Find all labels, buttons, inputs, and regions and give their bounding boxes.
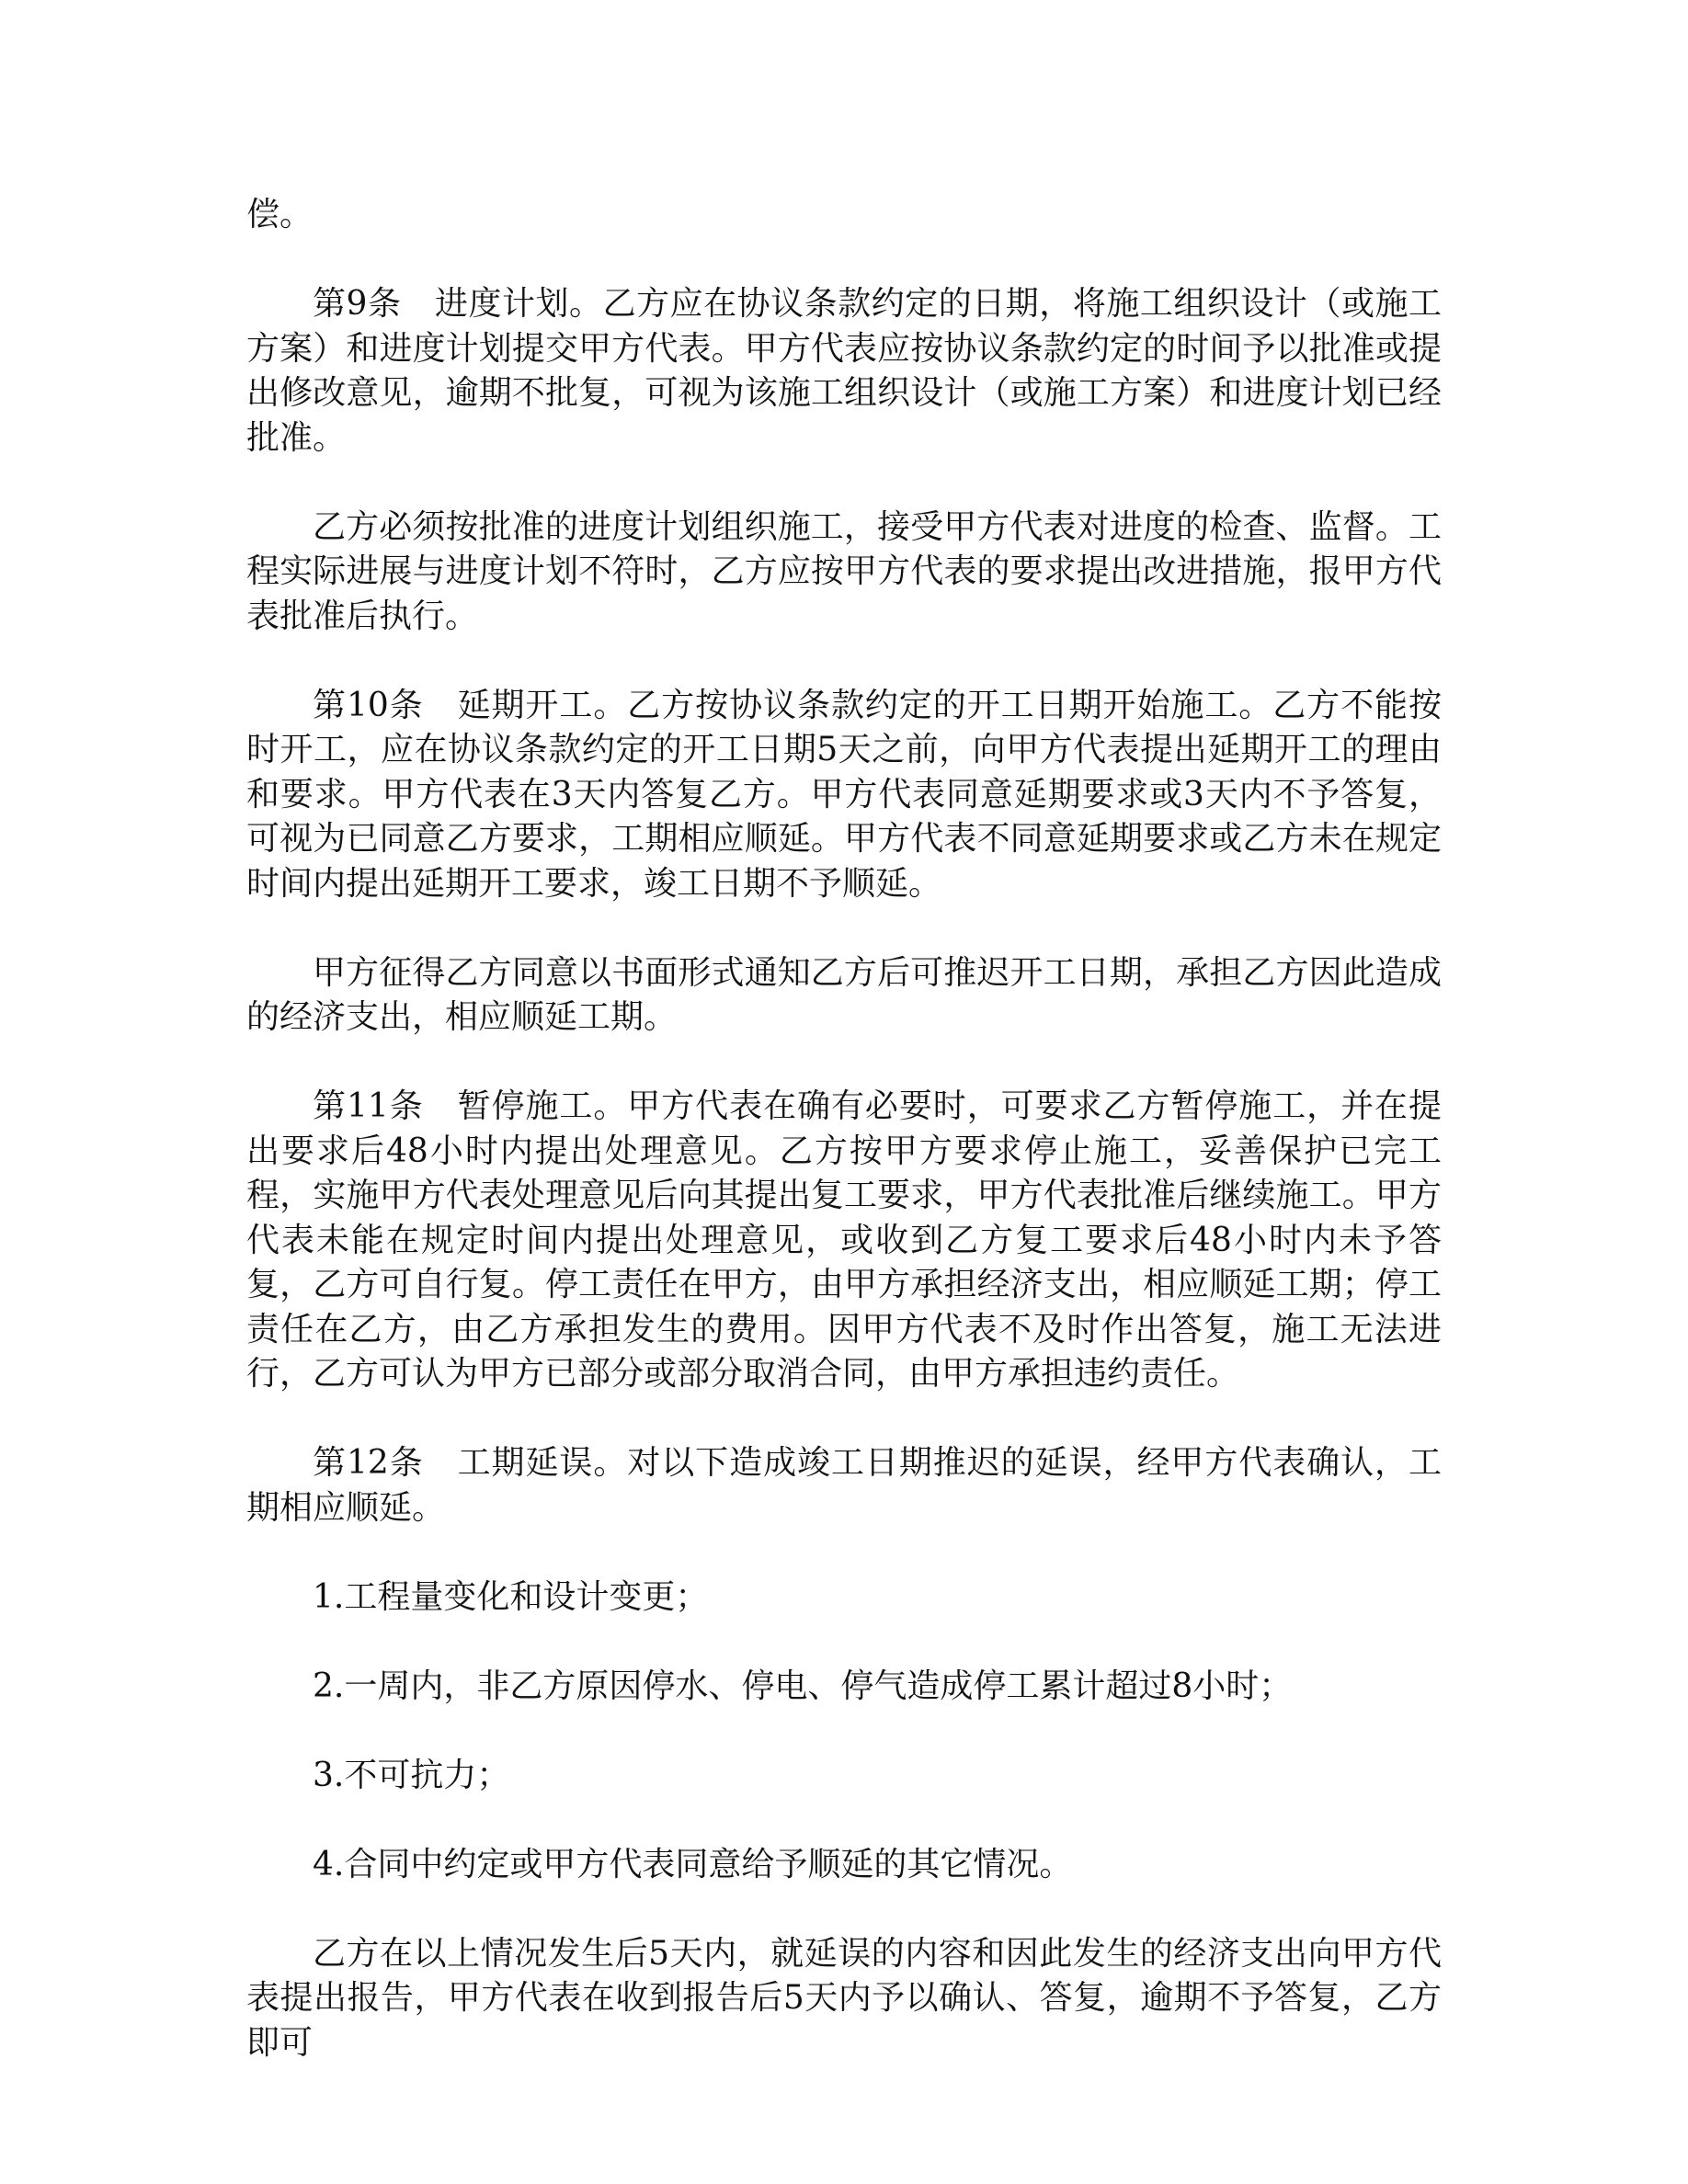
list-item-2: 2.一周内，非乙方原因停水、停电、停气造成停工累计超过8小时； bbox=[313, 1666, 1293, 1705]
list-item-3: 3.不可抗力； bbox=[313, 1756, 510, 1794]
paragraph-postpone-start: 甲方征得乙方同意以书面形式通知乙方后可推迟开工日期，承担乙方因此造成的经济支出，相应顺延工期。 bbox=[246, 953, 1442, 1036]
paragraph-article-10: 第10条 延期开工。乙方按协议条款约定的开工日期开始施工。乙方不能按时开工，应在协议条款约定的开工日期5天之前，向甲方代表提出延期开工的理由和要求。甲方代表在3天内答复乙方。甲方代表同意延期要求或3天内不予答复，可视为已同意乙方要求，工期相应顺延。甲方代表不同意延期要求或乙方未在规定时间内提出延期开工要求，竣工日期不予顺延。 bbox=[246, 686, 1442, 903]
paragraph-article-11: 第11条 暂停施工。甲方代表在确有必要时，可要求乙方暂停施工，并在提出要求后48小时内提出处理意见。乙方按甲方要求停止施工，妥善保护已完工程，实施甲方代表处理意见后向其提出复工要求，甲方代表批准后继续施工。甲方代表未能在规定时间内提出处理意见，或收到乙方复工要求后48小时内未予答复，乙方可自行复。停工责任在甲方，由甲方承担经济支出，相应顺延工期；停工责任在乙方，由乙方承担发生的费用。因甲方代表不及时作出答复，施工无法进行，乙方可认为甲方已部分或部分取消合同，由甲方承担违约责任。 bbox=[246, 1087, 1442, 1393]
list-item-4: 4.合同中约定或甲方代表同意给予顺延的其它情况。 bbox=[313, 1845, 1073, 1883]
paragraph-article-12: 第12条 工期延误。对以下造成竣工日期推迟的延误，经甲方代表确认，工期相应顺延。 bbox=[246, 1444, 1442, 1527]
paragraph-schedule-compliance: 乙方必须按批准的进度计划组织施工，接受甲方代表对进度的检查、监督。工程实际进展与进度计划不符时，乙方应按甲方代表的要求提出改进措施，报甲方代表批准后执行。 bbox=[246, 507, 1442, 635]
paragraph-continuation: 偿。 bbox=[246, 196, 314, 233]
list-item-1: 1.工程量变化和设计变更； bbox=[313, 1577, 709, 1616]
paragraph-article-9: 第9条 进度计划。乙方应在协议条款约定的日期，将施工组织设计（或施工方案）和进度计划提交甲方代表。甲方代表应按协议条款约定的时间予以批准或提出修改意见，逾期不批复，可视为该施工组织设计（或施工方案）和进度计划已经批准。 bbox=[246, 285, 1442, 457]
document-body bbox=[246, 193, 1442, 2110]
paragraph-delay-report: 乙方在以上情况发生后5天内，就延误的内容和因此发生的经济支出向甲方代表提出报告，甲方代表在收到报告后5天内予以确认、答复，逾期不予答复，乙方即可 bbox=[246, 1934, 1442, 2062]
